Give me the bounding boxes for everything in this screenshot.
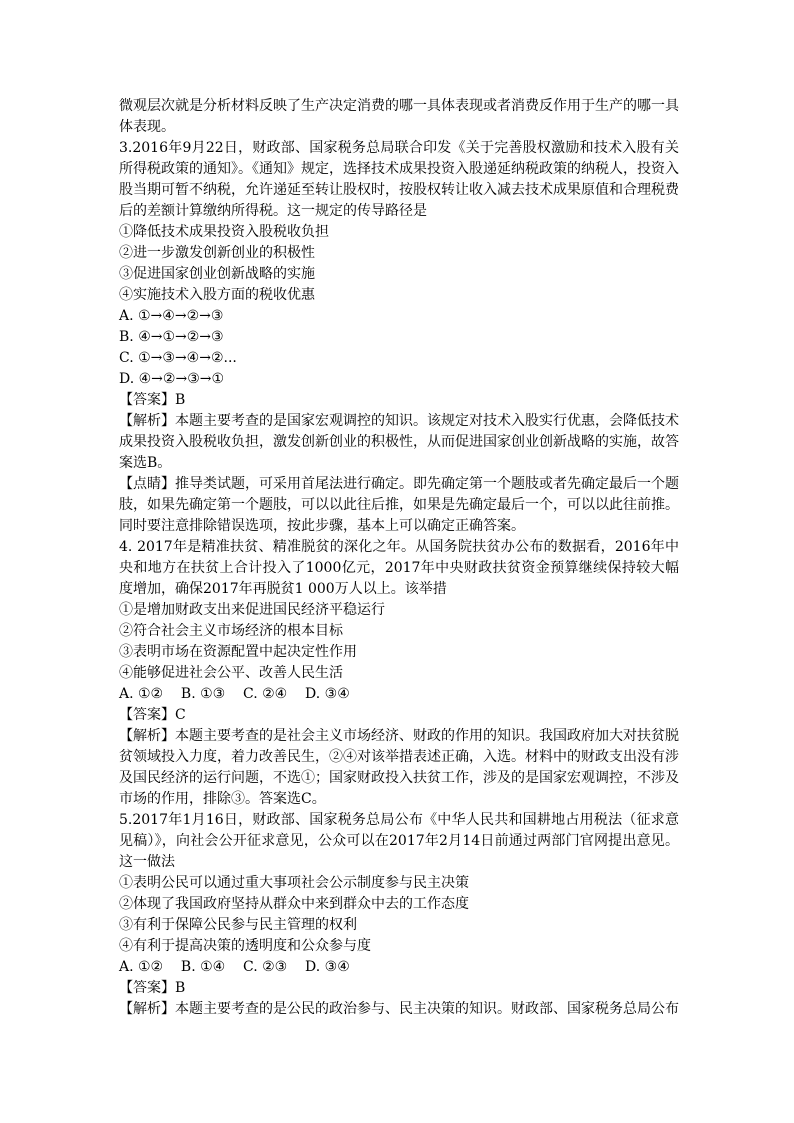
- q4-item-4: ④能够促进社会公平、改善人民生活: [119, 665, 343, 681]
- q3-item-2: ②进一步激发创新创业的积极性: [119, 245, 315, 261]
- q3-option-a: A. ①→④→②→③: [119, 308, 224, 324]
- q4-stem: 4. 2017年是精准扶贫、精准脱贫的深化之年。从国务院扶贫办公布的数据看，2016年中央和地方在扶贫上合计投入了1000亿元，2017年中央财政扶贫资金预算继续保持较大幅度增加，确保2017年再脱贫1 000万人以上。该举措: [119, 539, 679, 597]
- q5-item-3: ③有利于保障公民参与民主管理的权利: [119, 917, 357, 933]
- q5-analysis: 【解析】本题主要考查的是公民的政治参与、民主决策的知识。财政部、国家税务总局公布: [119, 1001, 679, 1017]
- q3-option-c: C. ①→③→④→②...: [119, 350, 237, 366]
- document-page: [119, 96, 679, 1020]
- q3-item-1: ①降低技术成果投资入股税收负担: [119, 224, 329, 240]
- q3-option-b: B. ④→①→②→③: [119, 329, 224, 345]
- q5-item-4: ④有利于提高决策的透明度和公众参与度: [119, 938, 371, 954]
- q5-options: A. ①② B. ①④ C. ②③ D. ③④: [119, 959, 350, 975]
- q5-answer: 【答案】B: [119, 980, 186, 996]
- question-3: [119, 138, 679, 537]
- q4-analysis: 【解析】本题主要考查的是社会主义市场经济、财政的作用的知识。我国政府加大对扶贫脱贫领域投入力度，着力改善民生，②④对该举措表述正确，入选。材料中的财政支出没有涉及国民经济的运行问题，不选①；国家财政投入扶贫工作，涉及的是国家宏观调控，不涉及市场的作用，排除③。答案选C。: [119, 728, 679, 807]
- q3-answer: 【答案】B: [119, 392, 186, 408]
- q3-stem: 3.2016年9月22日，财政部、国家税务总局联合印发《关于完善股权激励和技术入股有关所得税政策的通知》。《通知》规定，选择技术成果投资入股递延纳税政策的纳税人，投资入股当期可暂不纳税，允许递延至转让股权时，按股权转让收入减去技术成果原值和合理税费后的差额计算缴纳所得税。这一规定的传导路径是: [119, 140, 679, 219]
- q3-item-3: ③促进国家创业创新战略的实施: [119, 266, 315, 282]
- q5-item-2: ②体现了我国政府坚持从群众中来到群众中去的工作态度: [119, 896, 469, 912]
- intro-paragraph: 微观层次就是分析材料反映了生产决定消费的哪一具体表现或者消费反作用于生产的哪一具体表现。: [119, 98, 679, 135]
- q4-answer: 【答案】C: [119, 707, 186, 723]
- q3-option-d: D. ④→②→③→①: [119, 371, 225, 387]
- q5-item-1: ①表明公民可以通过重大事项社会公示制度参与民主决策: [119, 875, 469, 891]
- q5-stem: 5.2017年1月16日，财政部、国家税务总局公布《中华人民共和国耕地占用税法（征求意见稿）》，向社会公开征求意见，公众可以在2017年2月14日前通过两部门官网提出意见。这一做法: [119, 812, 679, 870]
- q3-analysis: 【解析】本题主要考查的是国家宏观调控的知识。该规定对技术入股实行优惠，会降低技术成果投资入股税收负担，激发创新创业的积极性，从而促进国家创业创新战略的实施，故答案选B。: [119, 413, 679, 471]
- q4-item-2: ②符合社会主义市场经济的根本目标: [119, 623, 343, 639]
- q3-tip: 【点睛】推导类试题，可采用首尾法进行确定。即先确定第一个题肢或者先确定最后一个题肢，如果先确定第一个题肢，可以以此往后推，如果是先确定最后一个，可以以此往前推。同时要注意排除错误选项，按此步骤，基本上可以确定正确答案。: [119, 476, 679, 534]
- q4-item-1: ①是增加财政支出来促进国民经济平稳运行: [119, 602, 385, 618]
- q4-item-3: ③表明市场在资源配置中起决定性作用: [119, 644, 357, 660]
- question-5: [119, 810, 679, 1020]
- q4-options: A. ①② B. ①③ C. ②④ D. ③④: [119, 686, 350, 702]
- q3-item-4: ④实施技术入股方面的税收优惠: [119, 287, 315, 303]
- question-4: [119, 537, 679, 810]
